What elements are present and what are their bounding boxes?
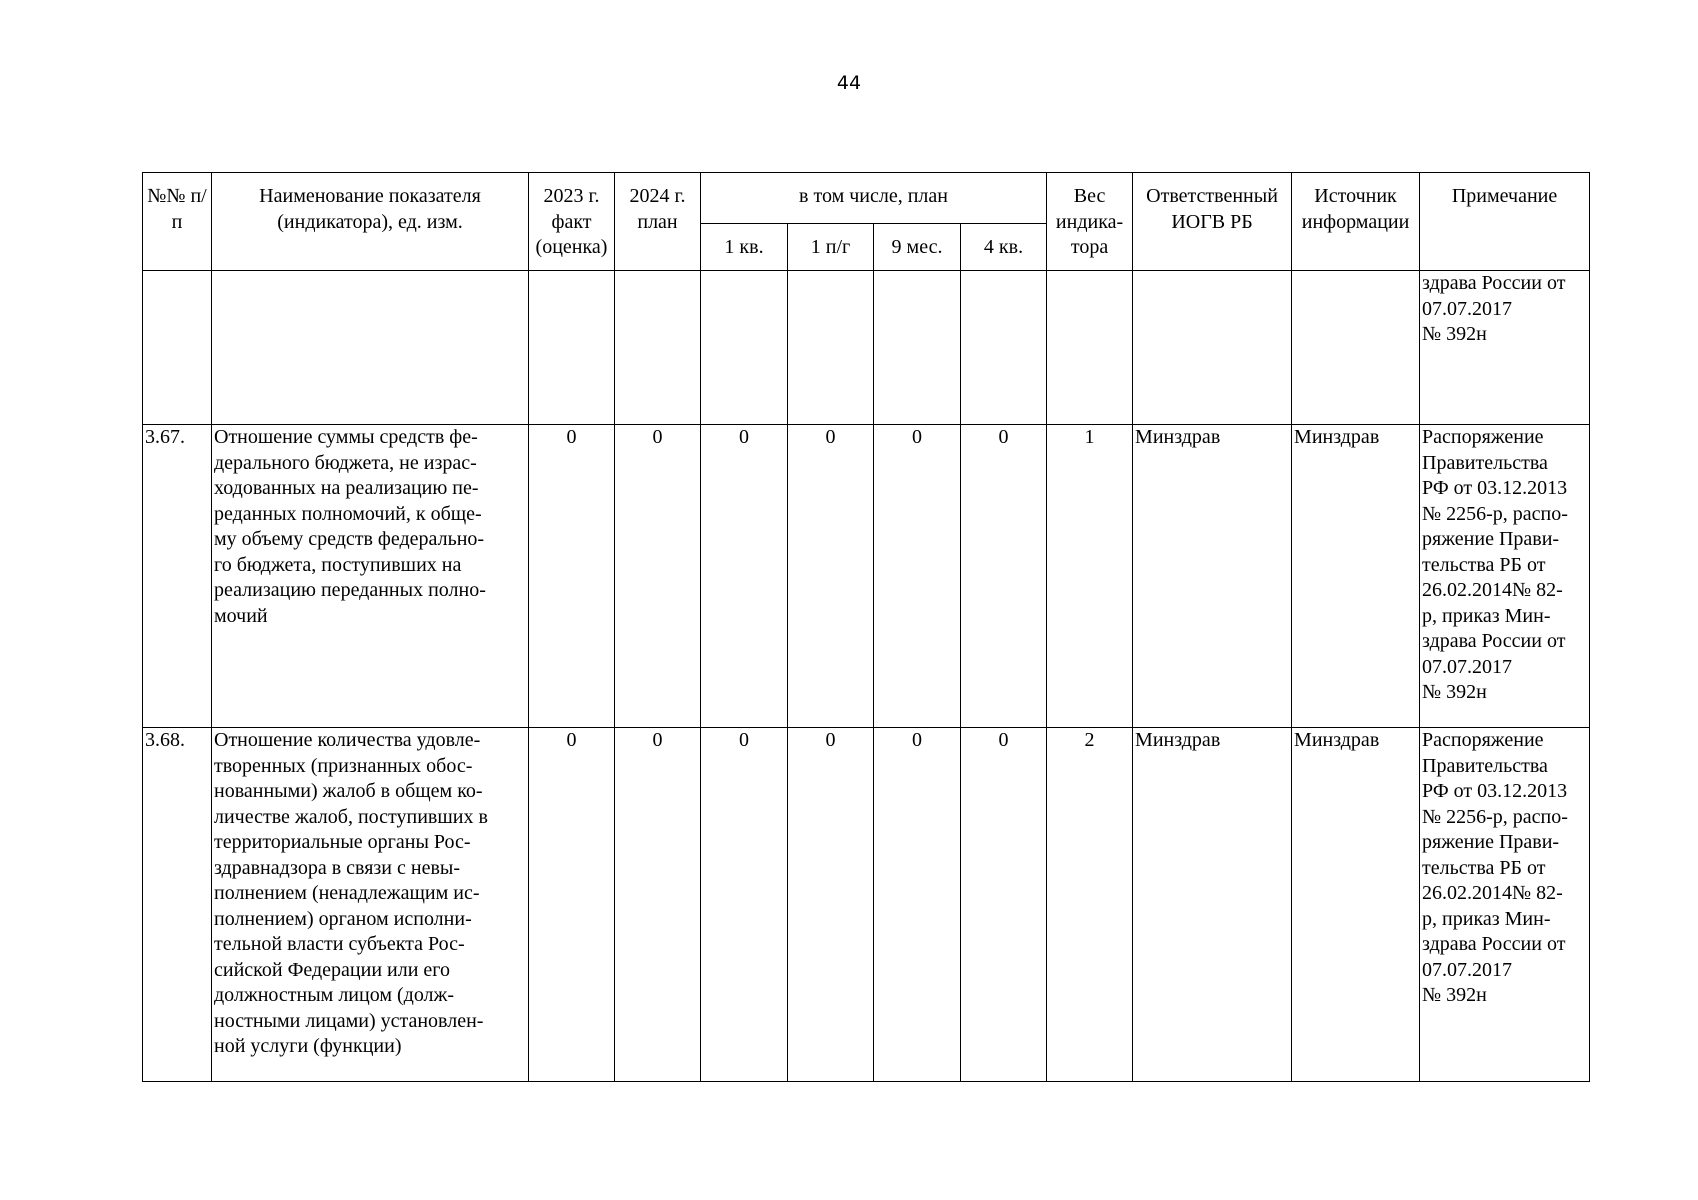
note-line: Правительства xyxy=(1422,451,1548,474)
cell-num: 3.68. xyxy=(143,728,212,1082)
header-fact-line: 2023 г. xyxy=(543,185,600,207)
note-line: РФ от 03.12.2013 xyxy=(1422,477,1568,499)
header-fact xyxy=(529,173,615,271)
cell-note xyxy=(1420,425,1590,728)
cell-empty xyxy=(1047,271,1133,425)
name-line: полнением) органом исполни- xyxy=(214,907,472,930)
cell-q4: 0 xyxy=(961,728,1047,1082)
header-weight-line: индика- xyxy=(1055,210,1124,233)
note-line: здрава России от xyxy=(1422,933,1566,955)
cell-q1: 0 xyxy=(701,425,788,728)
name-line: ной услуги (функции) xyxy=(214,1035,402,1057)
name-line: му объему средств федерально- xyxy=(214,528,485,550)
table-row-continuation xyxy=(143,271,1590,425)
header-name-line: Наименование показателя xyxy=(259,185,481,207)
note-line: 07.07.2017 xyxy=(1422,958,1513,981)
name-line: го бюджета, поступивших на xyxy=(214,553,462,576)
cell-fact: 0 xyxy=(529,728,615,1082)
header-responsible-line: Ответственный xyxy=(1146,185,1278,207)
header-source xyxy=(1292,173,1420,271)
header-responsible xyxy=(1133,173,1292,271)
note-line: р, приказ Мин- xyxy=(1422,907,1551,930)
header-h1: 1 п/г xyxy=(788,224,874,271)
header-plan xyxy=(615,173,701,271)
cell-num: 3.67. xyxy=(143,425,212,728)
cell-h1: 0 xyxy=(788,728,874,1082)
header-source-line: информации xyxy=(1301,210,1410,233)
cell-empty xyxy=(701,271,788,425)
note-line: № 392н xyxy=(1422,323,1487,345)
cell-responsible: Минздрав xyxy=(1133,425,1292,728)
table-row xyxy=(143,728,1590,1082)
note-line: р, приказ Мин- xyxy=(1422,604,1551,627)
note-line: РФ от 03.12.2013 xyxy=(1422,780,1568,802)
cell-fact: 0 xyxy=(529,425,615,728)
cell-m9: 0 xyxy=(874,425,961,728)
note-line: ряжение Прави- xyxy=(1422,831,1560,853)
note-line: 26.02.2014№ 82- xyxy=(1422,579,1563,601)
note-line: здрава России от xyxy=(1422,630,1566,652)
header-source-line: Источник xyxy=(1314,185,1397,207)
note-line: Распоряжение xyxy=(1422,426,1544,448)
name-line: должностным лицом (долж- xyxy=(214,984,455,1006)
cell-empty xyxy=(1292,271,1420,425)
header-note: Примечание xyxy=(1420,173,1590,271)
name-line: Отношение суммы средств фе- xyxy=(214,426,478,448)
note-line: № 392н xyxy=(1422,984,1487,1006)
cell-empty xyxy=(961,271,1047,425)
indicators-table xyxy=(142,172,1590,1082)
name-line: дерального бюджета, не израс- xyxy=(214,451,477,474)
header-name-line: (индикатора), ед. изм. xyxy=(277,210,463,233)
header-responsible-line: ИОГВ РБ xyxy=(1171,210,1253,233)
note-line: 07.07.2017 xyxy=(1422,297,1513,320)
cell-empty xyxy=(143,271,212,425)
name-line: нованными) жалоб в общем ко- xyxy=(214,780,483,802)
header-weight-line: Вес xyxy=(1073,185,1106,207)
name-line: реданных полномочий, к обще- xyxy=(214,502,482,525)
header-q4: 4 кв. xyxy=(961,224,1047,271)
note-line: ряжение Прави- xyxy=(1422,528,1560,550)
note-line: Правительства xyxy=(1422,754,1548,777)
cell-note xyxy=(1420,271,1590,425)
name-line: территориальные органы Рос- xyxy=(214,831,471,853)
note-line: 07.07.2017 xyxy=(1422,655,1513,678)
name-line: творенных (признанных обос- xyxy=(214,754,473,777)
note-line: тельства РБ от xyxy=(1422,553,1546,576)
name-line: ходованных на реализацию пе- xyxy=(214,477,479,499)
cell-plan: 0 xyxy=(615,425,701,728)
header-weight-line: тора xyxy=(1070,236,1109,258)
name-line: Отношение количества удовле- xyxy=(214,729,481,751)
name-line: тельной власти субъекта Рос- xyxy=(214,933,465,955)
name-line: реализацию переданных полно- xyxy=(214,579,486,601)
cell-q4: 0 xyxy=(961,425,1047,728)
page-number: 44 xyxy=(836,72,862,94)
name-line: полнением (ненадлежащим ис- xyxy=(214,882,480,904)
name-line: сийской Федерации или его xyxy=(214,958,450,981)
name-line: мочий xyxy=(214,604,268,627)
note-line: здрава России от xyxy=(1422,272,1566,294)
cell-m9: 0 xyxy=(874,728,961,1082)
header-num: №№ п/п xyxy=(143,173,212,271)
note-line: 26.02.2014№ 82- xyxy=(1422,882,1563,904)
cell-responsible: Минздрав xyxy=(1133,728,1292,1082)
note-line: № 2256-р, распо- xyxy=(1422,805,1568,828)
name-line: личестве жалоб, поступивших в xyxy=(214,805,488,828)
cell-q1: 0 xyxy=(701,728,788,1082)
table-row xyxy=(143,425,1590,728)
cell-source: Минздрав xyxy=(1292,425,1420,728)
header-name xyxy=(212,173,529,271)
header-fact-line: (оценка) xyxy=(535,236,608,258)
cell-weight: 2 xyxy=(1047,728,1133,1082)
header-fact-line: факт xyxy=(551,210,592,233)
cell-name xyxy=(212,728,529,1082)
header-plan-line: план xyxy=(637,210,678,233)
name-line: здравнадзора в связи с невы- xyxy=(214,856,460,879)
cell-plan: 0 xyxy=(615,728,701,1082)
cell-empty xyxy=(788,271,874,425)
note-line: Распоряжение xyxy=(1422,729,1544,751)
cell-empty xyxy=(529,271,615,425)
note-line: тельства РБ от xyxy=(1422,856,1546,879)
note-line: № 392н xyxy=(1422,681,1487,703)
header-breakdown: в том числе, план xyxy=(701,173,1047,224)
header-q1: 1 кв. xyxy=(701,224,788,271)
table-header xyxy=(143,173,1590,271)
cell-empty xyxy=(615,271,701,425)
cell-empty xyxy=(874,271,961,425)
note-line: № 2256-р, распо- xyxy=(1422,502,1568,525)
cell-h1: 0 xyxy=(788,425,874,728)
header-weight xyxy=(1047,173,1133,271)
name-line: ностными лицами) установлен- xyxy=(214,1009,484,1032)
cell-empty xyxy=(1133,271,1292,425)
cell-note xyxy=(1420,728,1590,1082)
cell-empty xyxy=(212,271,529,425)
cell-source: Минздрав xyxy=(1292,728,1420,1082)
table-body xyxy=(143,271,1590,1082)
cell-name xyxy=(212,425,529,728)
header-m9: 9 мес. xyxy=(874,224,961,271)
cell-weight: 1 xyxy=(1047,425,1133,728)
header-plan-line: 2024 г. xyxy=(629,185,686,207)
